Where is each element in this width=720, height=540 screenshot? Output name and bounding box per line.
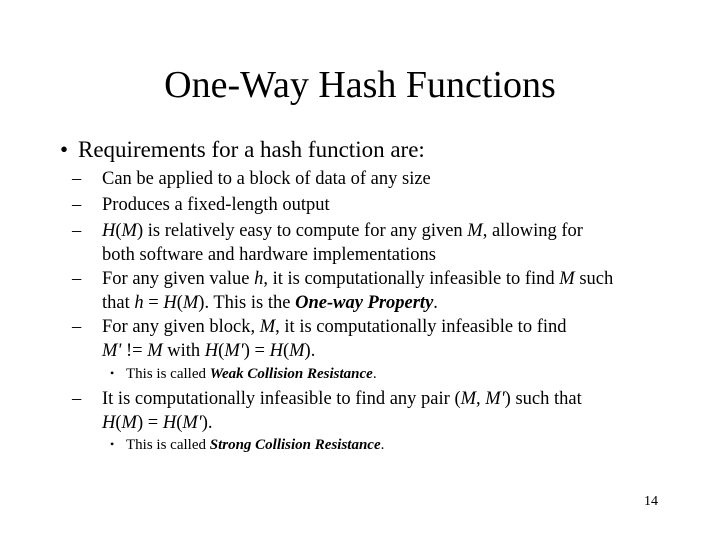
text-run: This is called	[126, 437, 210, 453]
math-m: M	[121, 413, 137, 433]
text-run: .	[433, 293, 438, 313]
math-h: H	[269, 341, 283, 361]
math-h: H	[163, 293, 177, 313]
text-run: (	[176, 293, 183, 313]
requirement-text	[102, 219, 682, 267]
math-h: H	[102, 221, 116, 241]
math-m-prime: M'	[102, 341, 122, 361]
sub-bullet-strong	[110, 434, 384, 455]
math-m: M	[147, 341, 163, 361]
requirement-text: Produces a fixed-length output	[102, 195, 330, 215]
text-run: ) =	[136, 413, 163, 433]
math-m-prime: M'	[224, 341, 244, 361]
text-run: ) is relatively easy to compute for any given	[136, 221, 468, 241]
math-m: M	[259, 317, 276, 337]
intro-bullet-text: Requirements for a hash function are:	[78, 137, 425, 162]
math-m: M	[121, 221, 137, 241]
sub-bullet-weak	[110, 363, 377, 384]
math-m: M	[460, 389, 477, 409]
dash-icon: –	[72, 317, 82, 337]
text-run: ).	[304, 341, 316, 361]
text-run: (	[115, 221, 122, 241]
text-run: (	[282, 341, 290, 361]
text-run: ,	[476, 389, 486, 409]
strong-collision-term: Strong Collision Resistance	[209, 437, 381, 453]
requirement-text	[102, 315, 682, 363]
math-m: M	[559, 269, 575, 289]
math-m: M	[182, 293, 199, 313]
math-h: h	[134, 293, 144, 313]
text-run: For any given value	[102, 269, 255, 289]
bullet-icon: •	[110, 437, 115, 451]
math-m-prime: M'	[182, 413, 202, 433]
dash-icon: –	[72, 389, 82, 409]
intro-bullet	[60, 137, 425, 163]
math-h: H	[162, 413, 177, 433]
text-run: with	[162, 341, 205, 361]
text-run: ) such that	[504, 389, 582, 409]
dash-icon: –	[72, 221, 82, 241]
math-m-prime: M'	[485, 389, 505, 409]
text-run: , it is computationally infeasible to find	[275, 317, 567, 337]
requirement-text	[102, 267, 682, 315]
math-h: h	[254, 269, 264, 289]
dash-icon: –	[72, 269, 82, 289]
bullet-icon: •	[60, 137, 69, 162]
math-m: M	[289, 341, 305, 361]
text-run: It is computationally infeasible to find any pair (	[102, 389, 461, 409]
requirement-text: Can be applied to a block of data of any size	[102, 169, 431, 189]
text-run: !=	[121, 341, 148, 361]
text-run: , allowing for	[482, 221, 583, 241]
bullet-icon: •	[110, 366, 115, 380]
text-run: .	[380, 437, 385, 453]
text-run: =	[143, 293, 164, 313]
text-run: ). This is the	[198, 293, 296, 313]
text-run: that	[102, 293, 135, 313]
weak-collision-term: Weak Collision Resistance	[209, 366, 373, 382]
slide-title: One-Way Hash Functions	[164, 64, 556, 106]
math-h: H	[102, 413, 116, 433]
text-run: ).	[201, 413, 213, 433]
text-run: , it is computationally infeasible to find	[263, 269, 560, 289]
one-way-property-term: One-way Property	[295, 293, 434, 313]
text-run: both software and hardware implementations	[102, 245, 436, 265]
text-run: (	[218, 341, 225, 361]
math-m: M	[467, 221, 483, 241]
text-run: such	[574, 269, 614, 289]
page-number: 14	[644, 494, 658, 509]
text-run: ) =	[243, 341, 270, 361]
text-run: .	[372, 366, 377, 382]
dash-icon: –	[72, 169, 82, 189]
requirement-text	[102, 387, 682, 435]
text-run: For any given block,	[102, 317, 260, 337]
text-run: (	[176, 413, 183, 433]
math-h: H	[204, 341, 219, 361]
dash-icon: –	[72, 195, 82, 215]
text-run: This is called	[126, 366, 210, 382]
text-run: (	[115, 413, 122, 433]
